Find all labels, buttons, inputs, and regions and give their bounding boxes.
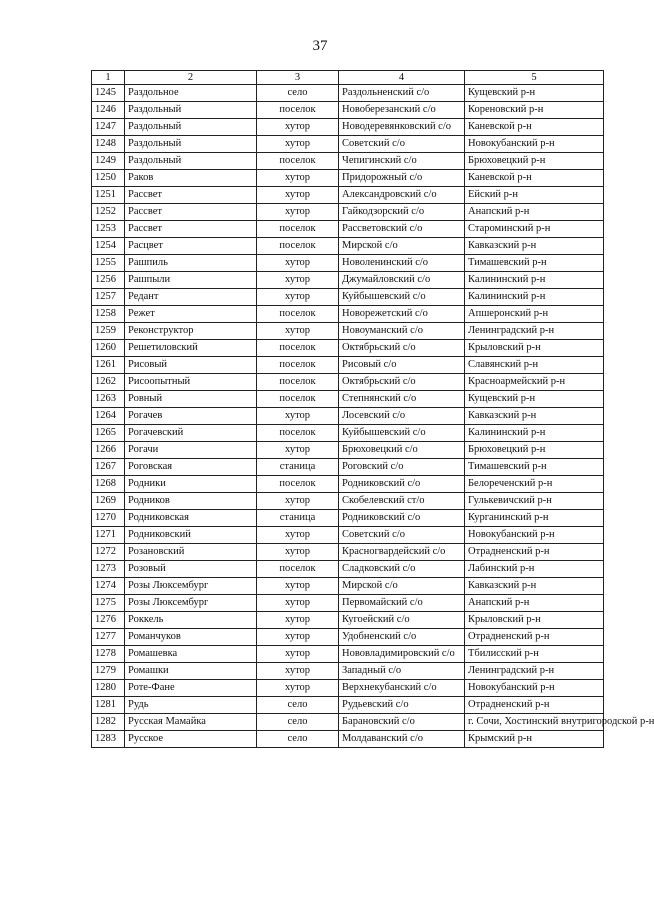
table-row <box>92 680 604 697</box>
settlement-type: село <box>257 731 339 748</box>
table-row <box>92 731 604 748</box>
table-row <box>92 663 604 680</box>
settlement-type: хутор <box>257 578 339 595</box>
row-number: 1250 <box>92 170 125 187</box>
table-row <box>92 221 604 238</box>
municipal-district: Ленинградский р-н <box>465 323 604 340</box>
municipal-district: Красноармейский р-н <box>465 374 604 391</box>
row-number: 1247 <box>92 119 125 136</box>
settlement-name: Реконструктор <box>125 323 257 340</box>
row-number: 1253 <box>92 221 125 238</box>
row-number: 1245 <box>92 85 125 102</box>
rural-district: Нововладимировский с/о <box>339 646 465 663</box>
rural-district: Роговский с/о <box>339 459 465 476</box>
rural-district: Удобненский с/о <box>339 629 465 646</box>
table-row <box>92 255 604 272</box>
table-row <box>92 170 604 187</box>
settlement-name: Редант <box>125 289 257 306</box>
rural-district: Верхнекубанский с/о <box>339 680 465 697</box>
settlement-type: хутор <box>257 255 339 272</box>
rural-district: Сладковский с/о <box>339 561 465 578</box>
settlement-type: поселок <box>257 561 339 578</box>
municipal-district: Крыловский р-н <box>465 340 604 357</box>
municipal-district: Брюховецкий р-н <box>465 153 604 170</box>
settlement-name: Рогачев <box>125 408 257 425</box>
municipal-district: Гулькевичский р-н <box>465 493 604 510</box>
settlement-type: хутор <box>257 442 339 459</box>
table-row <box>92 697 604 714</box>
table-row <box>92 408 604 425</box>
rural-district: Советский с/о <box>339 136 465 153</box>
row-number: 1280 <box>92 680 125 697</box>
settlement-name: Роговская <box>125 459 257 476</box>
municipal-district: Кущевский р-н <box>465 85 604 102</box>
settlement-type: хутор <box>257 204 339 221</box>
rural-district: Новодеревянковский с/о <box>339 119 465 136</box>
table-row <box>92 510 604 527</box>
rural-district: Куйбышевский с/о <box>339 289 465 306</box>
rural-district: Мирской с/о <box>339 238 465 255</box>
row-number: 1254 <box>92 238 125 255</box>
rural-district: Родниковский с/о <box>339 476 465 493</box>
table-row <box>92 391 604 408</box>
rural-district: Родниковский с/о <box>339 510 465 527</box>
municipal-district: Тимашевский р-н <box>465 255 604 272</box>
header-col-5: 5 <box>465 71 604 85</box>
table-row <box>92 85 604 102</box>
rural-district: Чепигинский с/о <box>339 153 465 170</box>
settlement-name: Русская Мамайка <box>125 714 257 731</box>
settlement-type: станица <box>257 459 339 476</box>
rural-district: Советский с/о <box>339 527 465 544</box>
table-row <box>92 119 604 136</box>
row-number: 1262 <box>92 374 125 391</box>
row-number: 1259 <box>92 323 125 340</box>
table-header-row <box>92 71 604 85</box>
settlement-name: Розановский <box>125 544 257 561</box>
table-row <box>92 527 604 544</box>
municipal-district: Славянский р-н <box>465 357 604 374</box>
table-row <box>92 459 604 476</box>
row-number: 1268 <box>92 476 125 493</box>
municipal-district: Отрадненский р-н <box>465 629 604 646</box>
municipal-district: Анапский р-н <box>465 595 604 612</box>
rural-district: Красногвардейский с/о <box>339 544 465 561</box>
settlement-name: Ромашевка <box>125 646 257 663</box>
table-row <box>92 323 604 340</box>
settlement-type: поселок <box>257 238 339 255</box>
settlement-name: Рудь <box>125 697 257 714</box>
settlement-type: хутор <box>257 493 339 510</box>
header-col-2: 2 <box>125 71 257 85</box>
settlement-type: поселок <box>257 391 339 408</box>
row-number: 1275 <box>92 595 125 612</box>
settlement-name: Роккель <box>125 612 257 629</box>
row-number: 1281 <box>92 697 125 714</box>
settlement-name: Рашпиль <box>125 255 257 272</box>
rural-district: Куйбышевский с/о <box>339 425 465 442</box>
table-row <box>92 153 604 170</box>
settlement-type: поселок <box>257 340 339 357</box>
table-row <box>92 714 604 731</box>
municipal-district: Тимашевский р-н <box>465 459 604 476</box>
municipal-district: Апшеронский р-н <box>465 306 604 323</box>
settlement-name: Рисоопытный <box>125 374 257 391</box>
municipal-district: Кореновский р-н <box>465 102 604 119</box>
rural-district: Первомайский с/о <box>339 595 465 612</box>
row-number: 1258 <box>92 306 125 323</box>
settlement-name: Решетиловский <box>125 340 257 357</box>
settlement-type: хутор <box>257 119 339 136</box>
rural-district: Лосевский с/о <box>339 408 465 425</box>
settlement-type: хутор <box>257 323 339 340</box>
table-row <box>92 374 604 391</box>
table-row <box>92 595 604 612</box>
municipal-district: Староминский р-н <box>465 221 604 238</box>
row-number: 1272 <box>92 544 125 561</box>
table-row <box>92 442 604 459</box>
rural-district: Западный с/о <box>339 663 465 680</box>
municipal-district: Белореченский р-н <box>465 476 604 493</box>
settlement-type: поселок <box>257 153 339 170</box>
municipal-district: Крыловский р-н <box>465 612 604 629</box>
settlement-type: село <box>257 85 339 102</box>
rural-district: Брюховецкий с/о <box>339 442 465 459</box>
settlement-type: хутор <box>257 170 339 187</box>
rural-district: Джумайловский с/о <box>339 272 465 289</box>
row-number: 1278 <box>92 646 125 663</box>
rural-district: Степнянский с/о <box>339 391 465 408</box>
settlement-name: Рогачевский <box>125 425 257 442</box>
table-row <box>92 629 604 646</box>
settlement-name: Романчуков <box>125 629 257 646</box>
rural-district: Рисовый с/о <box>339 357 465 374</box>
row-number: 1260 <box>92 340 125 357</box>
table-row <box>92 612 604 629</box>
settlement-name: Розы Люксембург <box>125 595 257 612</box>
settlement-type: хутор <box>257 289 339 306</box>
rural-district: Гайкодзорский с/о <box>339 204 465 221</box>
settlement-type: хутор <box>257 680 339 697</box>
settlement-type: хутор <box>257 408 339 425</box>
settlement-name: Рогачи <box>125 442 257 459</box>
municipal-district: Кавказский р-н <box>465 238 604 255</box>
settlement-name: Раков <box>125 170 257 187</box>
table-row <box>92 578 604 595</box>
table-row <box>92 238 604 255</box>
municipal-district: Калининский р-н <box>465 272 604 289</box>
rural-district: Кугоейский с/о <box>339 612 465 629</box>
settlement-name: Ровный <box>125 391 257 408</box>
settlement-type: хутор <box>257 612 339 629</box>
settlement-type: поселок <box>257 374 339 391</box>
table-row <box>92 425 604 442</box>
table-row <box>92 340 604 357</box>
municipal-district: Кавказский р-н <box>465 578 604 595</box>
rural-district: Новоуманский с/о <box>339 323 465 340</box>
settlement-type: поселок <box>257 102 339 119</box>
settlement-type: хутор <box>257 646 339 663</box>
municipal-district: Курганинский р-н <box>465 510 604 527</box>
row-number: 1261 <box>92 357 125 374</box>
settlement-type: поселок <box>257 357 339 374</box>
settlement-name: Рашпыли <box>125 272 257 289</box>
table-row <box>92 357 604 374</box>
settlement-name: Рассвет <box>125 187 257 204</box>
rural-district: Новоберезанский с/о <box>339 102 465 119</box>
municipal-district: Новокубанский р-н <box>465 527 604 544</box>
row-number: 1283 <box>92 731 125 748</box>
settlement-name: Ромашки <box>125 663 257 680</box>
row-number: 1269 <box>92 493 125 510</box>
municipal-district: Калининский р-н <box>465 289 604 306</box>
settlement-name: Рисовый <box>125 357 257 374</box>
settlement-name: Родники <box>125 476 257 493</box>
settlement-type: хутор <box>257 544 339 561</box>
settlement-type: село <box>257 714 339 731</box>
municipal-district: г. Сочи, Хостинский внутригородской р-н <box>465 714 604 731</box>
rural-district: Скобелевский ст/о <box>339 493 465 510</box>
settlement-name: Расцвет <box>125 238 257 255</box>
table-row <box>92 289 604 306</box>
municipal-district: Отрадненский р-н <box>465 544 604 561</box>
settlement-type: поселок <box>257 476 339 493</box>
rural-district: Рассветовский с/о <box>339 221 465 238</box>
table-row <box>92 306 604 323</box>
table-row <box>92 136 604 153</box>
header-col-4: 4 <box>339 71 465 85</box>
header-col-3: 3 <box>257 71 339 85</box>
header-col-1: 1 <box>92 71 125 85</box>
row-number: 1267 <box>92 459 125 476</box>
row-number: 1256 <box>92 272 125 289</box>
settlement-name: Родников <box>125 493 257 510</box>
row-number: 1270 <box>92 510 125 527</box>
row-number: 1252 <box>92 204 125 221</box>
settlement-name: Русское <box>125 731 257 748</box>
municipal-district: Каневской р-н <box>465 170 604 187</box>
rural-district: Новоленинский с/о <box>339 255 465 272</box>
table-body <box>92 85 654 748</box>
row-number: 1263 <box>92 391 125 408</box>
settlement-type: хутор <box>257 527 339 544</box>
settlement-type: поселок <box>257 221 339 238</box>
rural-district: Придорожный с/о <box>339 170 465 187</box>
row-number: 1249 <box>92 153 125 170</box>
settlement-name: Розы Люксембург <box>125 578 257 595</box>
settlement-type: поселок <box>257 425 339 442</box>
municipal-district: Тбилисский р-н <box>465 646 604 663</box>
row-number: 1274 <box>92 578 125 595</box>
municipal-district: Брюховецкий р-н <box>465 442 604 459</box>
table-row <box>92 102 604 119</box>
settlement-name: Раздольный <box>125 102 257 119</box>
settlement-name: Родниковский <box>125 527 257 544</box>
municipal-district: Отрадненский р-н <box>465 697 604 714</box>
settlement-name: Режет <box>125 306 257 323</box>
rural-district: Мирской с/о <box>339 578 465 595</box>
settlement-name: Рассвет <box>125 204 257 221</box>
settlement-type: хутор <box>257 629 339 646</box>
table-row <box>92 646 604 663</box>
row-number: 1271 <box>92 527 125 544</box>
rural-district: Молдаванский с/о <box>339 731 465 748</box>
rural-district: Рудьевский с/о <box>339 697 465 714</box>
row-number: 1248 <box>92 136 125 153</box>
table-row <box>92 476 604 493</box>
settlement-name: Роте-Фане <box>125 680 257 697</box>
settlement-type: поселок <box>257 306 339 323</box>
settlement-type: хутор <box>257 595 339 612</box>
page-number: 37 <box>312 38 328 54</box>
table-row <box>92 561 604 578</box>
settlement-name: Рассвет <box>125 221 257 238</box>
row-number: 1255 <box>92 255 125 272</box>
settlement-name: Раздольное <box>125 85 257 102</box>
settlement-name: Раздольный <box>125 119 257 136</box>
row-number: 1277 <box>92 629 125 646</box>
table-row <box>92 204 604 221</box>
rural-district: Александровский с/о <box>339 187 465 204</box>
table-row <box>92 493 604 510</box>
settlement-type: хутор <box>257 136 339 153</box>
row-number: 1246 <box>92 102 125 119</box>
settlement-type: станица <box>257 510 339 527</box>
municipal-district: Лабинский р-н <box>465 561 604 578</box>
municipal-district: Новокубанский р-н <box>465 680 604 697</box>
municipal-district: Ленинградский р-н <box>465 663 604 680</box>
settlement-name: Раздольный <box>125 153 257 170</box>
settlement-name: Розовый <box>125 561 257 578</box>
table-row <box>92 272 604 289</box>
settlement-name: Родниковская <box>125 510 257 527</box>
settlement-type: село <box>257 697 339 714</box>
settlement-type: хутор <box>257 272 339 289</box>
municipal-district: Каневской р-н <box>465 119 604 136</box>
row-number: 1276 <box>92 612 125 629</box>
row-number: 1273 <box>92 561 125 578</box>
municipal-district: Новокубанский р-н <box>465 136 604 153</box>
settlements-table <box>91 70 654 748</box>
rural-district: Октябрьский с/о <box>339 374 465 391</box>
municipal-district: Анапский р-н <box>465 204 604 221</box>
municipal-district: Кавказский р-н <box>465 408 604 425</box>
table-row <box>92 544 604 561</box>
row-number: 1257 <box>92 289 125 306</box>
row-number: 1251 <box>92 187 125 204</box>
table-row <box>92 187 604 204</box>
settlement-name: Раздольный <box>125 136 257 153</box>
settlement-type: хутор <box>257 663 339 680</box>
row-number: 1279 <box>92 663 125 680</box>
municipal-district: Калининский р-н <box>465 425 604 442</box>
row-number: 1264 <box>92 408 125 425</box>
rural-district: Барановский с/о <box>339 714 465 731</box>
row-number: 1265 <box>92 425 125 442</box>
municipal-district: Крымский р-н <box>465 731 604 748</box>
rural-district: Новорежетский с/о <box>339 306 465 323</box>
municipal-district: Кущевский р-н <box>465 391 604 408</box>
rural-district: Раздольненский с/о <box>339 85 465 102</box>
rural-district: Октябрьский с/о <box>339 340 465 357</box>
row-number: 1282 <box>92 714 125 731</box>
row-number: 1266 <box>92 442 125 459</box>
settlement-type: хутор <box>257 187 339 204</box>
municipal-district: Ейский р-н <box>465 187 604 204</box>
